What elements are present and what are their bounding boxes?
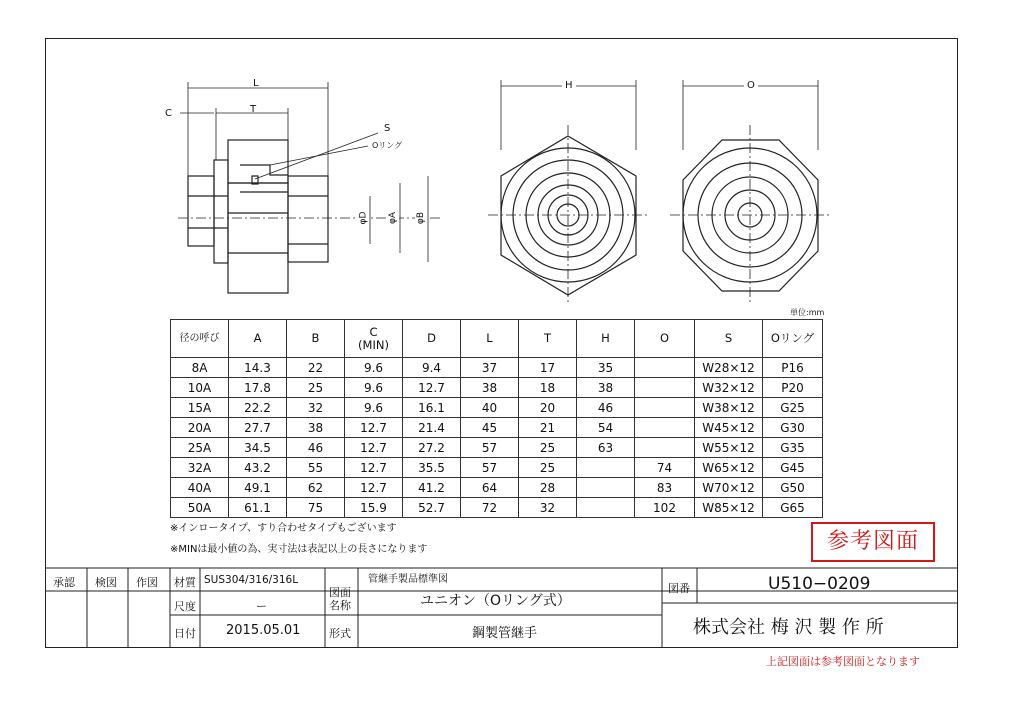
table-cell: 34.5	[229, 438, 287, 458]
table-header-cell: D	[403, 320, 461, 358]
table-cell: 9.6	[345, 378, 403, 398]
table-cell: 16.1	[403, 398, 461, 418]
table-cell: 35	[577, 358, 635, 378]
table-cell: 61.1	[229, 498, 287, 518]
dim-label-h: H	[562, 80, 576, 92]
table-cell: P20	[763, 378, 823, 398]
table-cell: 75	[287, 498, 345, 518]
table-cell: W28×12	[695, 358, 763, 378]
table-cell: 62	[287, 478, 345, 498]
table-cell: W85×12	[695, 498, 763, 518]
table-cell: 8A	[171, 358, 229, 378]
note-line-1: ※インロータイプ、すり合わせタイプもございます	[170, 523, 397, 534]
table-cell: 17	[519, 358, 577, 378]
drawing-name-label-1: 図面	[329, 586, 351, 599]
dim-label-a: φA	[388, 211, 399, 225]
approve-label: 承認	[53, 576, 75, 589]
table-cell: 35.5	[403, 458, 461, 478]
type-label: 形式	[329, 627, 351, 640]
table-cell: 12.7	[345, 438, 403, 458]
dim-label-d: φD	[358, 211, 369, 225]
table-cell: 14.3	[229, 358, 287, 378]
drawing-number-label: 図番	[668, 582, 690, 595]
material-value: SUS304/316/316L	[204, 574, 299, 586]
table-header-cell: B	[287, 320, 345, 358]
table-header-cell: Oリング	[763, 320, 823, 358]
table-header-cell: A	[229, 320, 287, 358]
table-cell: 55	[287, 458, 345, 478]
table-header-cell: C (MIN)	[345, 320, 403, 358]
table-cell: 18	[519, 378, 577, 398]
table-cell: 27.2	[403, 438, 461, 458]
date-value: 2015.05.01	[226, 623, 301, 638]
table-cell: 9.6	[345, 358, 403, 378]
table-cell: 12.7	[403, 378, 461, 398]
table-cell: 32	[519, 498, 577, 518]
table-header-cell: T	[519, 320, 577, 358]
scale-value: ー	[256, 600, 267, 613]
table-cell: 22.2	[229, 398, 287, 418]
table-cell: 40	[461, 398, 519, 418]
table-cell: W65×12	[695, 458, 763, 478]
check-label: 検図	[95, 576, 117, 589]
dim-label-b: φB	[416, 211, 427, 225]
table-cell: P16	[763, 358, 823, 378]
table-cell: W32×12	[695, 378, 763, 398]
table-cell: 43.2	[229, 458, 287, 478]
table-cell: 10A	[171, 378, 229, 398]
reference-note: 上記図面は参考図面となります	[766, 655, 920, 668]
drawing-name: ユニオン（Oリング式）	[420, 593, 571, 609]
table-cell: 21.4	[403, 418, 461, 438]
table-cell: 38	[577, 378, 635, 398]
table-cell: G30	[763, 418, 823, 438]
table-cell: 52.7	[403, 498, 461, 518]
table-cell: 12.7	[345, 458, 403, 478]
date-label: 日付	[174, 627, 196, 640]
dim-label-s: S	[384, 123, 391, 134]
table-cell: 12.7	[345, 478, 403, 498]
table-cell: 17.8	[229, 378, 287, 398]
table-cell: 83	[635, 478, 695, 498]
table-cell: W45×12	[695, 418, 763, 438]
dim-label-l: L	[253, 78, 259, 89]
table-header-cell: 径の呼び	[171, 320, 229, 358]
table-cell: 46	[577, 398, 635, 418]
table-cell: 54	[577, 418, 635, 438]
table-cell: 25	[519, 438, 577, 458]
table-cell: G65	[763, 498, 823, 518]
table-cell: 41.2	[403, 478, 461, 498]
dim-label-oring: Oリング	[372, 141, 403, 150]
table-header-cell: H	[577, 320, 635, 358]
note-line-2: ※MINは最小値の為、実寸法は表記以上の長さになります	[170, 544, 428, 555]
table-cell: 27.7	[229, 418, 287, 438]
table-cell: G50	[763, 478, 823, 498]
table-cell: 28	[519, 478, 577, 498]
table-cell: 46	[287, 438, 345, 458]
table-cell: 40A	[171, 478, 229, 498]
dim-label-t: T	[250, 104, 257, 115]
table-cell: 37	[461, 358, 519, 378]
material-label: 材質	[174, 576, 196, 589]
table-cell: 9.6	[345, 398, 403, 418]
table-cell: 102	[635, 498, 695, 518]
drawing-number: U510−0209	[768, 574, 871, 594]
table-cell: 25	[287, 378, 345, 398]
table-header-cell: S	[695, 320, 763, 358]
table-cell: 57	[461, 458, 519, 478]
unit-label: 単位:mm	[790, 308, 825, 317]
table-cell: G35	[763, 438, 823, 458]
table-cell: 15.9	[345, 498, 403, 518]
table-cell: 50A	[171, 498, 229, 518]
table-cell: W70×12	[695, 478, 763, 498]
table-cell: 57	[461, 438, 519, 458]
table-header-cell: L	[461, 320, 519, 358]
table-cell: 12.7	[345, 418, 403, 438]
type-value: 鋼製管継手	[472, 626, 538, 641]
table-cell: 20	[519, 398, 577, 418]
table-cell: W55×12	[695, 438, 763, 458]
table-header-cell: O	[635, 320, 695, 358]
table-cell: G45	[763, 458, 823, 478]
table-cell: 20A	[171, 418, 229, 438]
table-cell: 64	[461, 478, 519, 498]
table-cell: W38×12	[695, 398, 763, 418]
standard-label: 管継手製品標準図	[368, 574, 448, 585]
table-cell: 25	[519, 458, 577, 478]
table-cell: 38	[461, 378, 519, 398]
table-cell: 25A	[171, 438, 229, 458]
table-cell: 21	[519, 418, 577, 438]
table-cell: 15A	[171, 398, 229, 418]
scale-label: 尺度	[174, 600, 196, 613]
table-cell: 32	[287, 398, 345, 418]
draw-label: 作図	[136, 576, 158, 589]
table-cell: 32A	[171, 458, 229, 478]
reference-drawing-stamp: 参考図面	[811, 522, 935, 562]
table-cell: 22	[287, 358, 345, 378]
table-cell: 49.1	[229, 478, 287, 498]
table-cell: 38	[287, 418, 345, 438]
table-cell: G25	[763, 398, 823, 418]
dim-label-o: O	[744, 80, 758, 92]
table-cell: 63	[577, 438, 635, 458]
table-cell: 9.4	[403, 358, 461, 378]
table-cell: 72	[461, 498, 519, 518]
dim-label-c: C	[165, 108, 172, 119]
company-name: 株式会社 梅 沢 製 作 所	[693, 617, 884, 638]
table-cell: 74	[635, 458, 695, 478]
table-cell: 45	[461, 418, 519, 438]
drawing-name-label-2: 名称	[329, 599, 351, 612]
